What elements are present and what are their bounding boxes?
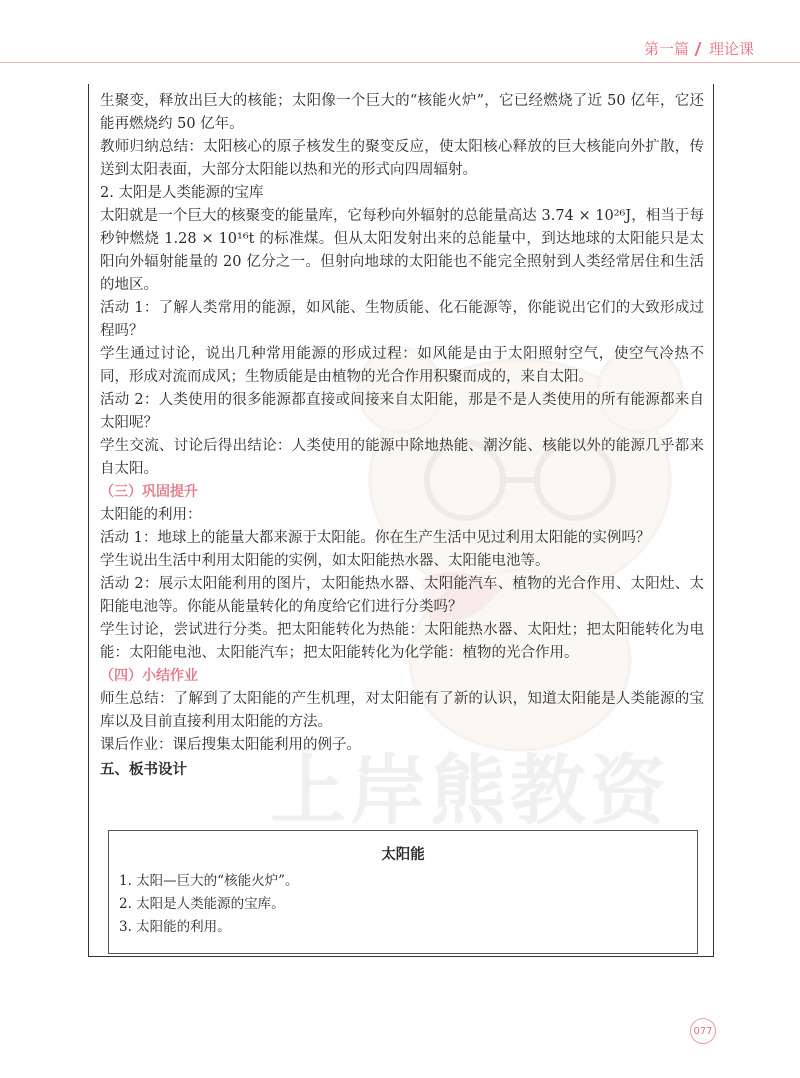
- paragraph: 活动 1：了解人类常用的能源，如风能、生物质能、化石能源等，你能说出它们的大致形成过程吗？: [100, 300, 704, 339]
- paragraph: 2. 太阳是人类能源的宝库: [100, 185, 264, 201]
- header-rule: [0, 62, 800, 63]
- paragraph: 学生交流、讨论后得出结论：人类使用的能源中除地热能、潮汐能、核能以外的能源几乎都来自太阳。: [100, 438, 704, 477]
- paragraph: 学生通过讨论，说出几种常用能源的形成过程：如风能是由于太阳照射空气，使空气冷热不同，形成对流而成风；生物质能是由植物的光合作用积聚而成的，来自太阳。: [100, 346, 704, 385]
- header-separator: [695, 42, 703, 56]
- paragraph: 活动 2：展示太阳能利用的图片，太阳能热水器、太阳能汽车、植物的光合作用、太阳灶、太阳能电池等。你能从能量转化的角度给它们进行分类吗？: [100, 576, 704, 615]
- running-header: [644, 38, 754, 59]
- blackboard-design-box: [108, 830, 698, 954]
- board-title: 太阳能: [381, 847, 425, 863]
- board-list: [119, 870, 697, 939]
- section-heading: （四）小结作业: [100, 668, 198, 684]
- paragraph: 活动 1：地球上的能量大都来源于太阳能。你在生产生活中见过利用太阳能的实例吗？: [100, 530, 651, 546]
- paragraph: 学生讨论，尝试进行分类。把太阳能转化为热能：太阳能热水器、太阳灶；把太阳能转化为电能：太阳能电池、太阳能汽车；把太阳能转化为化学能：植物的光合作用。: [100, 622, 704, 661]
- board-item: 3. 太阳能的利用。: [119, 919, 231, 935]
- section-heading: （三）巩固提升: [100, 484, 198, 500]
- paragraph: 教师归纳总结：太阳核心的原子核发生的聚变反应，使太阳核心释放的巨大核能向外扩散，传送到太阳表面，大部分太阳能以热和光的形式向四周辐射。: [100, 139, 704, 178]
- paragraph: 活动 2：人类使用的很多能源都直接或间接来自太阳能，那是不是人类使用的所有能源都来自太阳呢？: [100, 392, 704, 431]
- header-part: 第一篇: [643, 40, 689, 58]
- paragraph: 生聚变，释放出巨大的核能；太阳像一个巨大的“核能火炉”，它已经燃烧了近 50 亿年，它还能再燃烧约 50 亿年。: [100, 93, 704, 132]
- paragraph: 师生总结：了解到了太阳能的产生机理，对太阳能有了新的认识，知道太阳能是人类能源的宝库以及目前直接利用太阳能的方法。: [100, 691, 704, 730]
- section-heading: 五、板书设计: [100, 762, 187, 778]
- paragraph: 课后作业：课后搜集太阳能利用的例子。: [100, 737, 361, 753]
- paragraph: 学生说出生活中利用太阳能的实例，如太阳能热水器、太阳能电池等。: [100, 553, 550, 569]
- watermark-text: 上岸熊教资: [270, 746, 670, 835]
- paragraph: 太阳能的利用：: [100, 507, 202, 523]
- paragraph: 太阳就是一个巨大的核聚变的能量库，它每秒向外辐射的总能量高达 3.74 × 10²⁶J，相当于每秒钟燃烧 1.28 × 10¹⁶t 的标准煤。但从太阳发射出来的总能量中，到达地球的太阳能只是太阳向外辐射能量的 20 亿分之一。但射向地球的太阳能也不能完全照射到人类经常居住和生活的地区。: [100, 208, 704, 293]
- board-item: 1. 太阳—巨大的“核能火炉”。: [119, 873, 299, 889]
- page-number: 077: [690, 1018, 716, 1044]
- main-content: [100, 90, 704, 782]
- header-section: 理论课: [708, 40, 754, 58]
- board-item: 2. 太阳是人类能源的宝库。: [119, 896, 285, 912]
